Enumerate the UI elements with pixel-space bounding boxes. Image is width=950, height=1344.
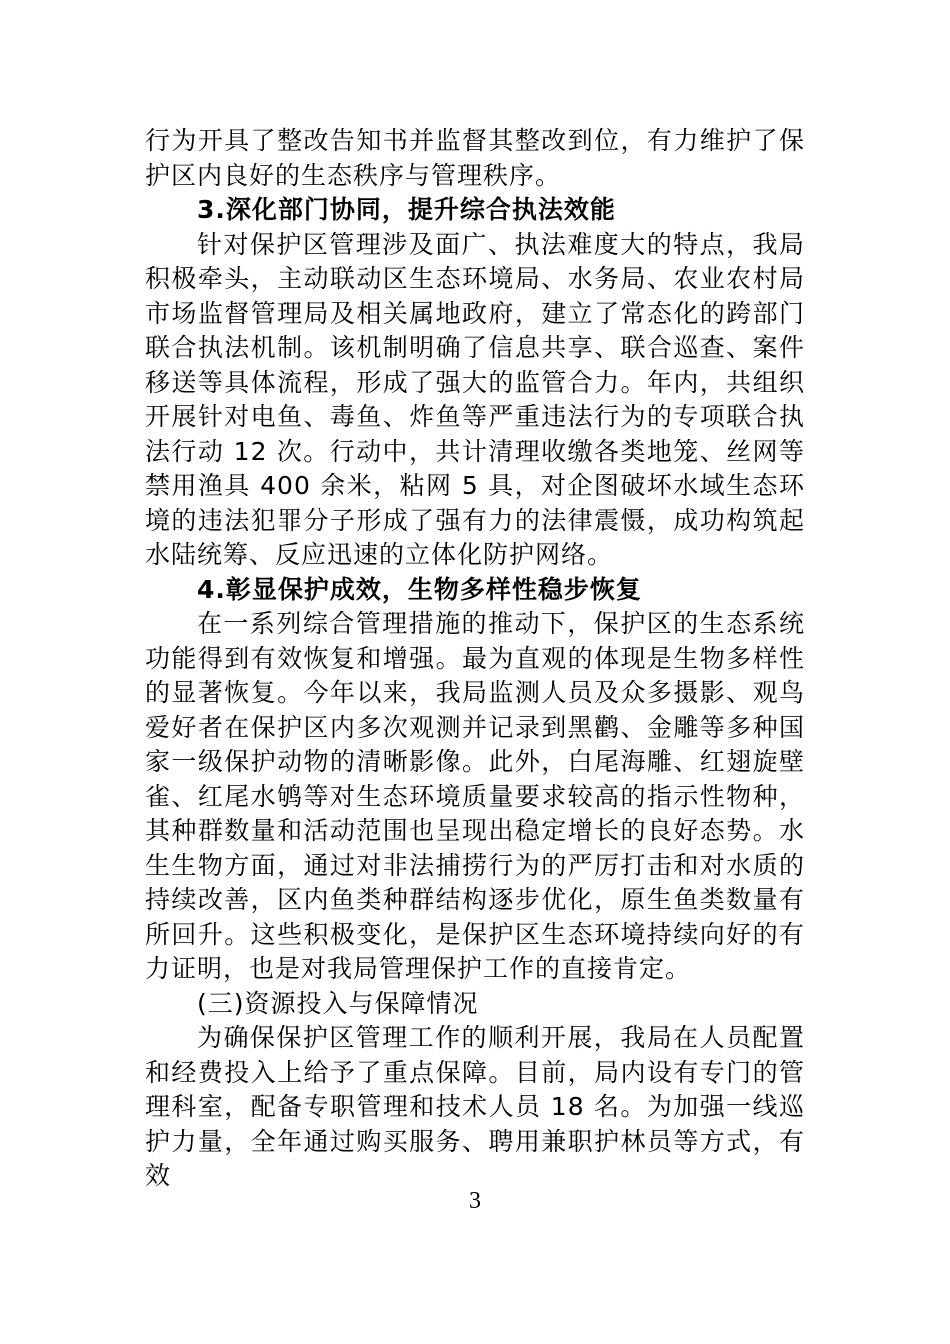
section-heading-4: 4.彰显保护成效，生物多样性稳步恢复 [197,574,642,604]
subsection-heading-resources: (三)资源投入与保障情况 [197,988,479,1018]
section-heading-3: 3.深化部门协同，提升综合执法效能 [197,195,616,224]
paragraph-resources: 为确保保护区管理工作的顺利开展，我局在人员配置和经费投入上给予了重点保障。目前，局内设有专门的管理科室，配备专职管理和技术人员 18 名。为加强一线巡护力量，全年通过购买服务、聘用兼职护林员等方式，有效 [145,1023,805,1190]
page-body [145,124,805,1194]
paragraph-continuation: 行为开具了整改告知书并监督其整改到位，有力维护了保护区内良好的生态秩序与管理秩序。 [145,126,805,190]
page-number: 3 [469,1188,481,1214]
paragraph-biodiversity: 在一系列综合管理措施的推动下，保护区的生态系统功能得到有效恢复和增强。最为直观的体现是生物多样性的显著恢复。今年以来，我局监测人员及众多摄影、观鸟爱好者在保护区内多次观测并记录到黑鹳、金雕等多种国家一级保护动物的清晰影像。此外，白尾海雕、红翅旋壁雀、红尾水鸲等对生态环境质量要求较高的指示性物种，其种群数量和活动范围也呈现出稳定增长的良好态势。水生生物方面，通过对非法捕捞行为的严厉打击和对水质的持续改善，区内鱼类种群结构逐步优化，原生鱼类数量有所回升。这些积极变化，是保护区生态环境持续向好的有力证明，也是对我局管理保护工作的直接肯定。 [145,609,805,983]
paragraph-joint-enforcement: 针对保护区管理涉及面广、执法难度大的特点，我局积极牵头，主动联动区生态环境局、水务局、农业农村局市场监督管理局及相关属地政府，建立了常态化的跨部门联合执法机制。该机制明确了信息共享、联合巡查、案件移送等具体流程，形成了强大的监管合力。年内，共组织开展针对电鱼、毒鱼、炸鱼等严重违法行为的专项联合执法行动 12 次。行动中，共计清理收缴各类地笼、丝网等禁用渔具 400 余米，粘网 5 具，对企图破坏水域生态环境的违法犯罪分子形成了强有力的法律震慑，成功构筑起水陆统筹、反应迅速的立体化防护网络。 [145,229,805,569]
